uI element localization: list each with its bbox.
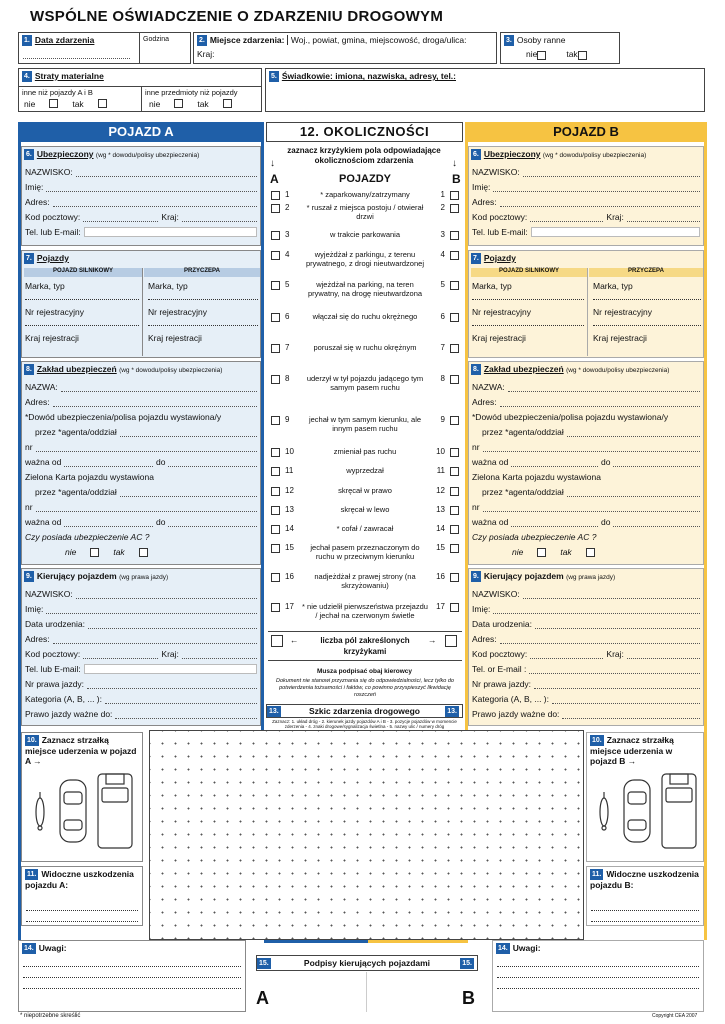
a-trailer-reg-country-field[interactable]: Kraj rejestracji [148,333,202,343]
a-address-field[interactable]: Adres: [25,192,257,207]
circumstances-header: 12. OKOLICZNOŚCI [266,122,463,142]
circumstance-number: 10 [436,447,445,456]
b-make-field[interactable]: Marka, typ [472,281,584,307]
arrow-down-icon: ↓ [452,158,457,169]
b-count-box[interactable] [445,635,457,647]
vehicle-b-header: POJAZD B [465,122,707,142]
b-category-field[interactable]: Kategoria (A, B, ... ): [472,689,700,704]
b-policy-valid-field[interactable]: ważna od do [472,452,700,467]
circumstance-number: 6 [440,312,445,321]
circumstance-a-checkbox[interactable] [271,467,280,476]
a-insurer-name-field[interactable]: NAZWA: [25,377,257,392]
a-trailer-make-field[interactable]: Marka, typ [148,281,258,307]
circumstance-b-checkbox[interactable] [450,344,459,353]
footnote: * niepotrzebne skreślić [20,1013,81,1019]
a-driver-address-field[interactable]: Adres: [25,629,257,644]
circumstance-b-checkbox[interactable] [450,204,459,213]
a-license-valid-field[interactable]: Prawo jazdy ważne do: [25,704,257,719]
vehicle-a-header: POJAZD A [18,122,264,142]
a-vehicles: 7. Pojazdy POJAZD SILNIKOWY PRZYCZEPA Marka, typ Nr rejestracyjny Kraj rejestracji Marka, typ Nr rejestracyjny Kraj rejestracji [21,250,261,358]
a-postal-field[interactable]: Kod pocztowy: Kraj: [25,207,257,222]
circumstance-b-checkbox[interactable] [450,467,459,476]
b-ac-question: Czy posiada ubezpieczenie AC ? [472,532,597,543]
arrow-right-icon: → [428,635,437,645]
b-policy-nr-field[interactable]: nr [472,437,700,452]
circumstance-text: jechał pasem przeznaczonym do ruchu w przeciwnym kierunku [310,543,420,561]
b-driver-postal-field[interactable]: Kod pocztowy: Kraj: [472,644,700,659]
circumstance-number: 2 [285,203,290,212]
a-ac-yes-checkbox[interactable] [139,548,148,557]
b-insurer-name-field[interactable]: NAZWA: [472,377,700,392]
circumstance-number: 15 [285,543,294,552]
b-insurer-address-field[interactable]: Adres: [472,392,700,407]
b-policy-label: *Dowód ubezpieczenia/polisa pojazdu wystawiona/y [472,412,669,423]
circumstance-number: 4 [285,250,290,259]
sketch-area[interactable] [149,730,584,940]
a-driver-birth-field[interactable]: Data urodzenia: [25,614,257,629]
circumstance-row [268,572,462,596]
a-driver-surname-field[interactable]: NAZWISKO: [25,584,257,599]
section-place: 2. Miejsce zdarzenia: Woj., powiat, gmina, miejscowość, droga/ulica: Kraj: [193,32,497,64]
circumstance-row [268,312,462,326]
a-phone-field[interactable]: Tel. lub E-mail: [25,222,257,237]
b-license-nr-field[interactable]: Nr prawa jazdy: [472,674,700,689]
circumstance-a-checkbox[interactable] [271,416,280,425]
circumstance-text: włączał się do ruchu okrężnego [312,312,418,321]
b-surname-field[interactable]: NAZWISKO: [472,162,700,177]
circumstance-a-checkbox[interactable] [271,525,280,534]
circumstance-number: 5 [440,280,445,289]
b-green-nr-field[interactable]: nr [472,497,700,512]
b-trailer-make-field[interactable]: Marka, typ [593,281,701,307]
circumstance-number: 12 [285,486,294,495]
b-green-valid-field[interactable]: ważna od do [472,512,700,527]
b-license-valid-field[interactable]: Prawo jazdy ważne do: [472,704,700,719]
b-green-agent-field[interactable]: przez *agenta/oddział [472,482,700,497]
circumstance-number: 13 [436,505,445,514]
b-phone-field[interactable]: Tel. lub E-mail: [472,222,700,237]
injured-no-checkbox[interactable] [537,51,546,60]
circumstance-a-checkbox[interactable] [271,448,280,457]
section-damage: 4. Straty materialne inne niż pojazdy A i B inne przedmioty niż pojazdy nie tak nie tak [18,68,262,112]
circumstance-a-checkbox[interactable] [271,344,280,353]
circumstance-number: 3 [285,230,290,239]
a-green-valid-field[interactable]: ważna od do [25,512,257,527]
a-policy-label: *Dowód ubezpieczenia/polisa pojazdu wystawiona/y [25,412,222,423]
circumstance-row [268,203,462,223]
circumstance-text: * zaparkowany/zatrzymany [320,190,410,199]
circumstance-number: 7 [285,343,290,352]
circumstance-b-checkbox[interactable] [450,375,459,384]
b-vehicles: 7. Pojazdy POJAZD SILNIKOWY PRZYCZEPA Marka, typ Nr rejestracyjny Kraj rejestracji Marka, typ Nr rejestracyjny Kraj rejestracji [468,250,704,358]
b-vehicles-diagram[interactable] [592,772,702,852]
a-green-nr-field[interactable]: nr [25,497,257,512]
circumstance-number: 9 [285,415,290,424]
page-title: WSPÓLNE OŚWIADCZENIE O ZDARZENIU DROGOWYM [30,8,444,25]
circumstance-number: 13 [285,505,294,514]
circumstance-number: 7 [440,343,445,352]
date-label: Data zdarzenia [34,35,95,45]
section-injured: 3. Osoby ranne nie tak [500,32,620,64]
circumstance-row [268,505,462,519]
circumstance-a-checkbox[interactable] [271,251,280,260]
circumstance-row [268,415,462,441]
circumstance-row [268,466,462,480]
b-reg-country-field[interactable]: Kraj rejestracji [472,333,526,343]
circumstance-row [268,543,462,567]
circumstance-row [268,343,462,357]
a-ac-question: Czy posiada ubezpieczenie AC ? [25,532,150,543]
circumstance-number: 1 [285,190,290,199]
time-label: Godzina [143,36,170,43]
signatures-header: 15. Podpisy kierujących pojazdami 15. [256,955,478,971]
injured-yes-checkbox[interactable] [578,51,587,60]
country-label: Kraj: [197,49,215,60]
circumstance-a-checkbox[interactable] [271,281,280,290]
b-agent-field[interactable]: przez *agenta/oddział [472,422,700,437]
b-driver-surname-field[interactable]: NAZWISKO: [472,584,700,599]
circumstance-b-checkbox[interactable] [450,448,459,457]
circumstance-number: 16 [436,572,445,581]
circumstance-text: uderzył w tył pojazdu jadącego tym samym pasem ruchu [306,374,424,392]
circumstance-b-checkbox[interactable] [450,281,459,290]
a-driver-postal-field[interactable]: Kod pocztowy: Kraj: [25,644,257,659]
a-green-agent-field[interactable]: przez *agenta/oddział [25,482,257,497]
circumstance-text: w trakcie parkowania [329,230,401,239]
b-insurer: 8. Zakład ubezpieczeń (wg * dowodu/polisy ubezpieczenia) NAZWA: Adres: *Dowód ubezpieczenia/polisa pojazdu wystawiona/y przez *agenta/oddział nr ważna od do Zielona Karta pojazdu wystawiona przez *agenta/oddział nr ważna od do Czy posiada ubezpieczenie AC ? nie tak [468,361,704,565]
vehicles-label: POJAZDY [339,173,391,185]
b-ac-no-checkbox[interactable] [537,548,546,557]
b-driver-address-field[interactable]: Adres: [472,629,700,644]
a-category-field[interactable]: Kategoria (A, B, ... ): [25,689,257,704]
circumstance-number: 17 [436,602,445,611]
circumstance-number: 14 [436,524,445,533]
circumstance-b-checkbox[interactable] [450,231,459,240]
circumstance-b-checkbox[interactable] [450,525,459,534]
circumstance-number: 11 [285,466,294,475]
circumstance-number: 11 [436,466,445,475]
circumstance-a-checkbox[interactable] [271,487,280,496]
disclaimer: Dokument nie stanowi przyznania się do odpowiedzialności, lecz tylko do potwierdzenia tożsamości i faktów, co powinno przyspieszyć likwidację roszczeń [276,678,454,698]
damage-ab-no-checkbox[interactable] [49,99,58,108]
column-b-letter: B [452,172,461,186]
b-impact: 10. Zaznacz strzałką miejsce uderzenia w pojazd B → [586,732,704,862]
b-reg-field[interactable]: Nr rejestracyjny [472,307,584,333]
circumstance-b-checkbox[interactable] [450,416,459,425]
a-trailer-reg-field[interactable]: Nr rejestracyjny [148,307,258,333]
circumstance-number: 4 [440,250,445,259]
a-insured: 6. Ubezpieczony (wg * dowodu/polisy ubezpieczenia) NAZWISKO: Imię: Adres: Kod pocztowy: Kraj: Tel. lub E-mail: [21,146,261,246]
circumstance-number: 15 [436,543,445,552]
a-count-box[interactable] [271,635,283,647]
circumstance-b-checkbox[interactable] [450,487,459,496]
arrow-down-icon: ↓ [270,158,275,169]
signature-a-field[interactable] [256,972,367,1012]
circumstance-text: * ruszał z miejsca postoju / otwierał drzwi [306,203,424,221]
circumstance-text: wyprzedzał [346,466,384,475]
circumstance-text: wyjeżdżał z parkingu, z terenu prywatnego, z drogi nieutwardzonej [306,250,424,268]
circumstance-b-checkbox[interactable] [450,251,459,260]
circumstance-number: 6 [285,312,290,321]
b-remarks[interactable]: 14. Uwagi: [492,940,704,1012]
circumstance-number: 8 [440,374,445,383]
circumstance-text: jechał w tym samym kierunku, ale innym pasem ruchu [308,415,422,433]
circumstance-text: * nie udzielił pierwszeństwa przejazdu / jechał na czerwonym świetle [302,602,428,620]
circumstance-row [268,280,462,306]
a-reg-country-field[interactable]: Kraj rejestracji [25,333,79,343]
a-green-card-label: Zielona Karta pojazdu wystawiona [25,472,154,483]
a-reg-field[interactable]: Nr rejestracyjny [25,307,139,333]
date-field[interactable] [23,58,130,59]
circumstance-b-checkbox[interactable] [450,191,459,200]
circumstance-row [268,524,462,538]
a-vehicles-diagram[interactable] [28,772,138,852]
circumstance-number: 12 [436,486,445,495]
signature-b-letter: B [462,988,475,1008]
circumstance-number: 5 [285,280,290,289]
circumstance-row [268,190,462,202]
b-address-field[interactable]: Adres: [472,192,700,207]
section-date: 1. Data zdarzenia Godzina [18,32,191,64]
circumstance-row [268,602,462,628]
a-driver-name-field[interactable]: Imię: [25,599,257,614]
arrow-left-icon: ← [290,635,299,645]
b-visible-damage[interactable]: 11. Widoczne uszkodzenia pojazdu B: [586,866,704,926]
a-insurer: 8. Zakład ubezpieczeń (wg * dowodu/polisy ubezpieczenia) NAZWA: Adres: *Dowód ubezpieczenia/polisa pojazdu wystawiona/y przez *agenta/oddział nr ważna od do Zielona Karta pojazdu wystawiona przez *agenta/oddział nr ważna od do Czy posiada ubezpieczenie AC ? nie tak [21,361,261,565]
damage-items-yes-checkbox[interactable] [223,99,232,108]
circumstance-text: skręcał w prawo [338,486,392,495]
circumstance-b-checkbox[interactable] [450,573,459,582]
circumstance-text: wjeżdżał na parking, na teren prywatny, na drogę nieutwardzona [307,280,423,298]
damage-ab-yes-checkbox[interactable] [98,99,107,108]
b-driver-phone-field[interactable]: Tel. or E-mail : [472,659,700,674]
circumstance-row [268,230,462,244]
a-insurer-address-field[interactable]: Adres: [25,392,257,407]
circumstance-a-checkbox[interactable] [271,544,280,553]
circumstance-row [268,374,462,404]
b-driver-birth-field[interactable]: Data urodzenia: [472,614,700,629]
circumstance-number: 1 [440,190,445,199]
a-name-field[interactable]: Imię: [25,177,257,192]
a-policy-valid-field[interactable]: ważna od do [25,452,257,467]
circumstance-row [268,250,462,274]
section-witnesses[interactable]: 5. Świadkowie: imiona, nazwiska, adresy, tel.: [265,68,705,112]
circumstance-b-checkbox[interactable] [450,603,459,612]
circumstance-row [268,447,462,461]
b-trailer-reg-country-field[interactable]: Kraj rejestracji [593,333,647,343]
circumstance-number: 14 [285,524,294,533]
circumstance-a-checkbox[interactable] [271,506,280,515]
circumstance-b-checkbox[interactable] [450,506,459,515]
circumstance-number: 2 [440,203,445,212]
circumstance-text: poruszał się w ruchu okrężnym [313,343,417,352]
circumstance-a-checkbox[interactable] [271,573,280,582]
circumstance-b-checkbox[interactable] [450,313,459,322]
a-policy-nr-field[interactable]: nr [25,437,257,452]
circumstance-text: * cofał / zawracał [336,524,394,533]
b-postal-field[interactable]: Kod pocztowy: Kraj: [472,207,700,222]
copyright: Copyright CEA 2007 [652,1013,698,1019]
a-agent-field[interactable]: przez *agenta/oddział [25,422,257,437]
circumstance-number: 8 [285,374,290,383]
circumstance-b-checkbox[interactable] [450,544,459,553]
circumstances-instruction: zaznacz krzyżykiem pola odpowiadające okolicznościom zdarzenia [287,146,441,165]
circumstance-number: 16 [285,572,294,581]
circumstance-a-checkbox[interactable] [271,603,280,612]
b-ac-yes-checkbox[interactable] [586,548,595,557]
circumstance-a-checkbox[interactable] [271,191,280,200]
a-make-field[interactable]: Marka, typ [25,281,139,307]
circumstance-number: 10 [285,447,294,456]
circumstance-a-checkbox[interactable] [271,313,280,322]
a-driver-phone-field[interactable]: Tel. lub E-mail: [25,659,257,674]
a-visible-damage[interactable]: 11. Widoczne uszkodzenia pojazdu A: [21,866,143,926]
a-driver: 9. Kierujący pojazdem (wg prawa jazdy) NAZWISKO: Imię: Data urodzenia: Adres: Kod pocztowy: Kraj: Tel. lub E-mail: Nr prawa jazdy: Kategoria (A, B, ... ): Prawo jazdy ważne do: [21,568,261,726]
circumstance-number: 9 [440,415,445,424]
a-impact: 10. Zaznacz strzałką miejsce uderzenia w pojazd A → [21,732,143,862]
damage-items-no-checkbox[interactable] [174,99,183,108]
b-driver: 9. Kierujący pojazdem (wg prawa jazdy) NAZWISKO: Imię: Data urodzenia: Adres: Kod pocztowy: Kraj: Tel. or E-mail : Nr prawa jazdy: Kategoria (A, B, ... ): Prawo jazdy ważne do: [468,568,704,726]
sketch-hint: Zaznacz: 1. układ dróg - 2. kierunek jazdy pojazdów A i B - 3. pozycje pojazdów w momencie zderzenia - 4. znaki drogowe/sygnalizacja świetlna - 5. nazwy ulic / numery dróg [272,719,457,729]
b-name-field[interactable]: Imię: [472,177,700,192]
count-label: liczba pól zakreślonych krzyżykami [320,636,410,656]
b-green-card-label: Zielona Karta pojazdu wystawiona [472,472,601,483]
circumstance-a-checkbox[interactable] [271,204,280,213]
circumstance-a-checkbox[interactable] [271,231,280,240]
signature-a-letter: A [256,988,269,1008]
circumstance-a-checkbox[interactable] [271,375,280,384]
circumstance-text: nadjeżdżał z prawej strony (na skrzyżowaniu) [314,572,416,590]
a-remarks[interactable]: 14. Uwagi: [18,940,246,1012]
b-trailer-reg-field[interactable]: Nr rejestracyjny [593,307,701,333]
circumstance-text: skręcał w lewo [340,505,390,514]
circumstance-number: 3 [440,230,445,239]
signature-b-field[interactable] [367,972,478,1012]
sketch-label: Szkic zdarzenia drogowego [309,706,420,716]
b-insured: 6. Ubezpieczony (wg * dowodu/polisy ubezpieczenia) NAZWISKO: Imię: Adres: Kod pocztowy: Kraj: Tel. lub E-mail: [468,146,704,246]
b-driver-name-field[interactable]: Imię: [472,599,700,614]
circumstance-row [268,486,462,500]
sign-both-note: Musza podpisać obaj kierowcy [317,668,412,675]
a-surname-field[interactable]: NAZWISKO: [25,162,257,177]
a-license-nr-field[interactable]: Nr prawa jazdy: [25,674,257,689]
circumstance-number: 17 [285,602,294,611]
circumstance-text: zmieniał pas ruchu [333,447,397,456]
a-ac-no-checkbox[interactable] [90,548,99,557]
column-a-letter: A [270,172,279,186]
